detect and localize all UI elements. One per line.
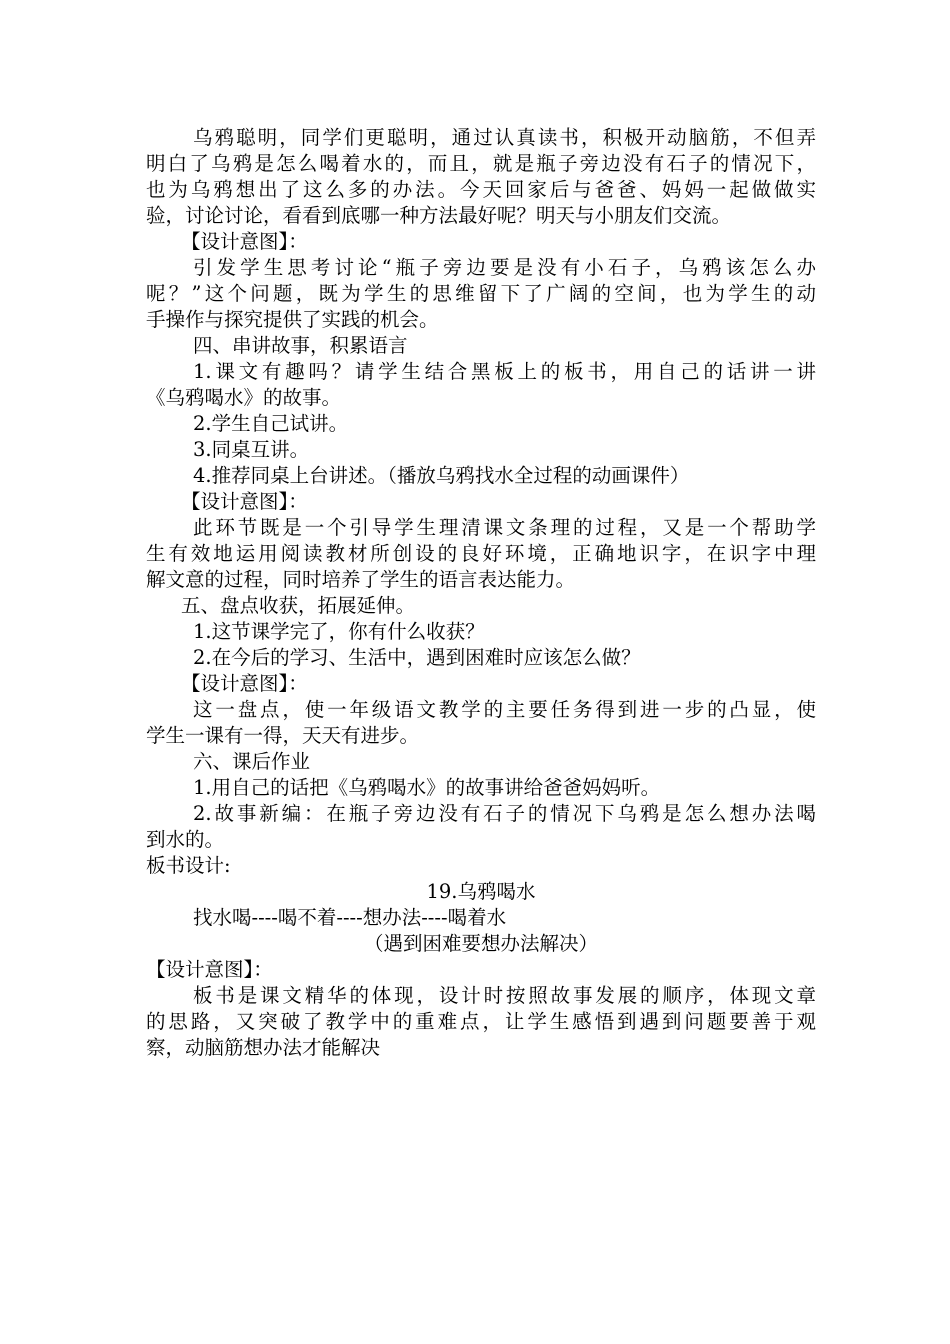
design-intent-heading: 【设计意图】： xyxy=(181,672,308,695)
paragraph-line: 此环节既是一个引导学生理清课文条理的过程，又是一个帮助学 xyxy=(193,516,816,539)
list-item: 2.学生自己试讲。 xyxy=(193,412,349,435)
board-note: （遇到困难要想办法解决） xyxy=(363,932,598,955)
board-flow: 找水喝----喝不着----想办法----喝着水 xyxy=(193,906,507,929)
board-title: 19.乌鸦喝水 xyxy=(426,880,536,903)
list-item: 2.故事新编：在瓶子旁边没有石子的情况下乌鸦是怎么想办法喝 xyxy=(193,802,816,825)
list-item: 1.用自己的话把《乌鸦喝水》的故事讲给爸爸妈妈听。 xyxy=(193,776,661,799)
section-heading: 六、课后作业 xyxy=(193,750,311,773)
board-design-heading: 板书设计: xyxy=(146,854,231,877)
design-intent-heading: 【设计意图】： xyxy=(146,958,273,981)
paragraph-line: 也为乌鸦想出了这么多的办法。今天回家后与爸爸、妈妈一起做做实 xyxy=(146,178,816,201)
paragraph-line: 的思路，又突破了教学中的重难点，让学生感悟到遇到问题要善于观 xyxy=(146,1010,816,1033)
design-intent-heading: 【设计意图】： xyxy=(181,490,308,513)
list-item-continuation: 《乌鸦喝水》的故事。 xyxy=(146,386,342,409)
list-item-continuation: 到水的。 xyxy=(146,828,225,851)
paragraph-line: 呢？”这个问题，既为学生的思维留下了广阔的空间，也为学生的动 xyxy=(146,282,816,305)
paragraph-line: 生有效地运用阅读教材所创设的良好环境，正确地识字，在识字中理 xyxy=(146,542,816,565)
design-intent-heading: 【设计意图】： xyxy=(181,230,308,253)
list-item: 4.推荐同桌上台讲述。（播放乌鸦找水全过程的动画课件） xyxy=(193,464,690,487)
paragraph-line: 学生一课有一得，天天有进步。 xyxy=(146,724,420,747)
list-item: 2.在今后的学习、生活中，遇到困难时应该怎么做？ xyxy=(193,646,641,669)
list-item: 3.同桌互讲。 xyxy=(193,438,310,461)
section-heading: 五、盘点收获，拓展延伸。 xyxy=(181,594,416,617)
section-heading: 四、串讲故事，积累语言 xyxy=(193,334,408,357)
list-item: 1.这节课学完了，你有什么收获？ xyxy=(193,620,485,643)
paragraph-line: 这一盘点，使一年级语文教学的主要任务得到进一步的凸显，使 xyxy=(193,698,816,721)
paragraph-line: 明白了乌鸦是怎么喝着水的，而且，就是瓶子旁边没有石子的情况下， xyxy=(146,152,816,175)
paragraph-line: 引发学生思考讨论“瓶子旁边要是没有小石子，乌鸦该怎么办 xyxy=(193,256,816,279)
paragraph-line: 解文意的过程，同时培养了学生的语言表达能力。 xyxy=(146,568,576,591)
paragraph-line: 察，动脑筋想办法才能解决 xyxy=(146,1036,381,1059)
paragraph-line: 乌鸦聪明，同学们更聪明，通过认真读书，积极开动脑筋，不但弄 xyxy=(193,126,816,149)
paragraph-line: 手操作与探究提供了实践的机会。 xyxy=(146,308,439,331)
paragraph-line: 板书是课文精华的体现，设计时按照故事发展的顺序，体现文章 xyxy=(193,984,816,1007)
list-item: 1.课文有趣吗？请学生结合黑板上的板书，用自己的话讲一讲 xyxy=(193,360,816,383)
paragraph-line: 验，讨论讨论，看看到底哪一种方法最好呢？明天与小朋友们交流。 xyxy=(146,204,732,227)
